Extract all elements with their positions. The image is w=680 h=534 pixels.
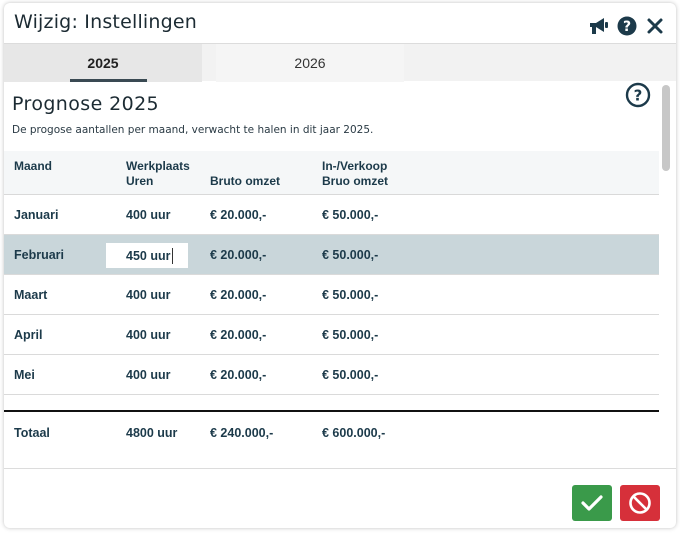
cell-inverkoop[interactable]: € 50.000,-	[322, 328, 379, 342]
cell-uren[interactable]: 400 uur	[126, 328, 171, 342]
text-caret	[172, 248, 173, 264]
section-title: Prognose 2025	[12, 93, 160, 115]
cell-bruto[interactable]: € 20.000,-	[210, 208, 267, 222]
cell-maand: Februari	[14, 248, 65, 262]
cell-maand: Mei	[14, 368, 35, 382]
tab-2025[interactable]	[4, 44, 202, 82]
table-row[interactable]	[4, 355, 659, 395]
cell-bruto[interactable]: € 20.000,-	[210, 288, 267, 302]
tab-label: 2025	[87, 55, 119, 71]
table-row[interactable]	[4, 275, 659, 315]
cell-maand: Januari	[14, 208, 59, 222]
header-werkplaats-line2: Uren	[126, 174, 154, 188]
cell-inverkoop[interactable]: € 50.000,-	[322, 208, 379, 222]
svg-text:?: ?	[633, 86, 643, 105]
cell-uren[interactable]: 400 uur	[126, 208, 171, 222]
cell-maand: April	[14, 328, 43, 342]
total-uren: 4800 uur	[126, 426, 178, 440]
title-bar	[4, 3, 676, 43]
tab-2026[interactable]	[216, 44, 404, 82]
cell-inverkoop[interactable]: € 50.000,-	[322, 248, 379, 262]
check-icon	[581, 494, 603, 512]
cell-bruto[interactable]: € 20.000,-	[210, 248, 267, 262]
close-icon[interactable]	[644, 15, 666, 37]
header-inverkoop-line1: In-/Verkoop	[322, 159, 388, 173]
ban-icon	[628, 491, 652, 515]
total-row	[4, 413, 659, 453]
cell-inverkoop[interactable]: € 50.000,-	[322, 288, 379, 302]
total-inverkoop: € 600.000,-	[322, 426, 386, 440]
dialog-footer	[4, 468, 676, 528]
scrollbar-thumb[interactable]	[662, 85, 670, 171]
cell-uren[interactable]: 400 uur	[126, 288, 171, 302]
header-werkplaats	[126, 159, 190, 189]
total-label: Totaal	[14, 426, 50, 440]
cancel-button[interactable]	[620, 485, 660, 521]
help-circle-icon[interactable]	[625, 82, 651, 108]
table-header	[4, 151, 659, 195]
table-row[interactable]	[4, 315, 659, 355]
cell-uren[interactable]: 400 uur	[126, 368, 171, 382]
cell-inverkoop[interactable]: € 50.000,-	[322, 368, 379, 382]
scrollbar[interactable]	[662, 83, 670, 403]
uren-edit-field[interactable]	[106, 243, 188, 268]
header-bruto: Bruto omzet	[210, 174, 280, 188]
svg-text:?: ?	[622, 19, 632, 35]
cell-bruto[interactable]: € 20.000,-	[210, 368, 267, 382]
confirm-button[interactable]	[572, 485, 612, 521]
dialog-title: Wijzig: Instellingen	[14, 11, 198, 33]
help-icon[interactable]	[616, 15, 638, 37]
settings-dialog	[4, 3, 676, 528]
cell-maand: Maart	[14, 288, 48, 302]
total-divider	[4, 410, 659, 412]
title-icons	[588, 15, 666, 37]
header-maand: Maand	[14, 159, 53, 173]
header-inverkoop	[322, 159, 388, 189]
total-bruto: € 240.000,-	[210, 426, 274, 440]
tab-label: 2026	[294, 55, 326, 71]
content-area	[4, 81, 676, 471]
megaphone-icon[interactable]	[588, 15, 610, 37]
cell-bruto[interactable]: € 20.000,-	[210, 328, 267, 342]
header-werkplaats-line1: Werkplaats	[126, 159, 190, 173]
section-subtitle: De progose aantallen per maand, verwacht te halen in dit jaar 2025.	[12, 124, 374, 136]
table-row[interactable]	[4, 195, 659, 235]
uren-edit-value: 450 uur	[126, 248, 171, 263]
table-row-selected[interactable]	[4, 235, 659, 275]
header-inverkoop-line2: Bruo omzet	[322, 174, 388, 188]
tab-bar	[4, 43, 676, 81]
